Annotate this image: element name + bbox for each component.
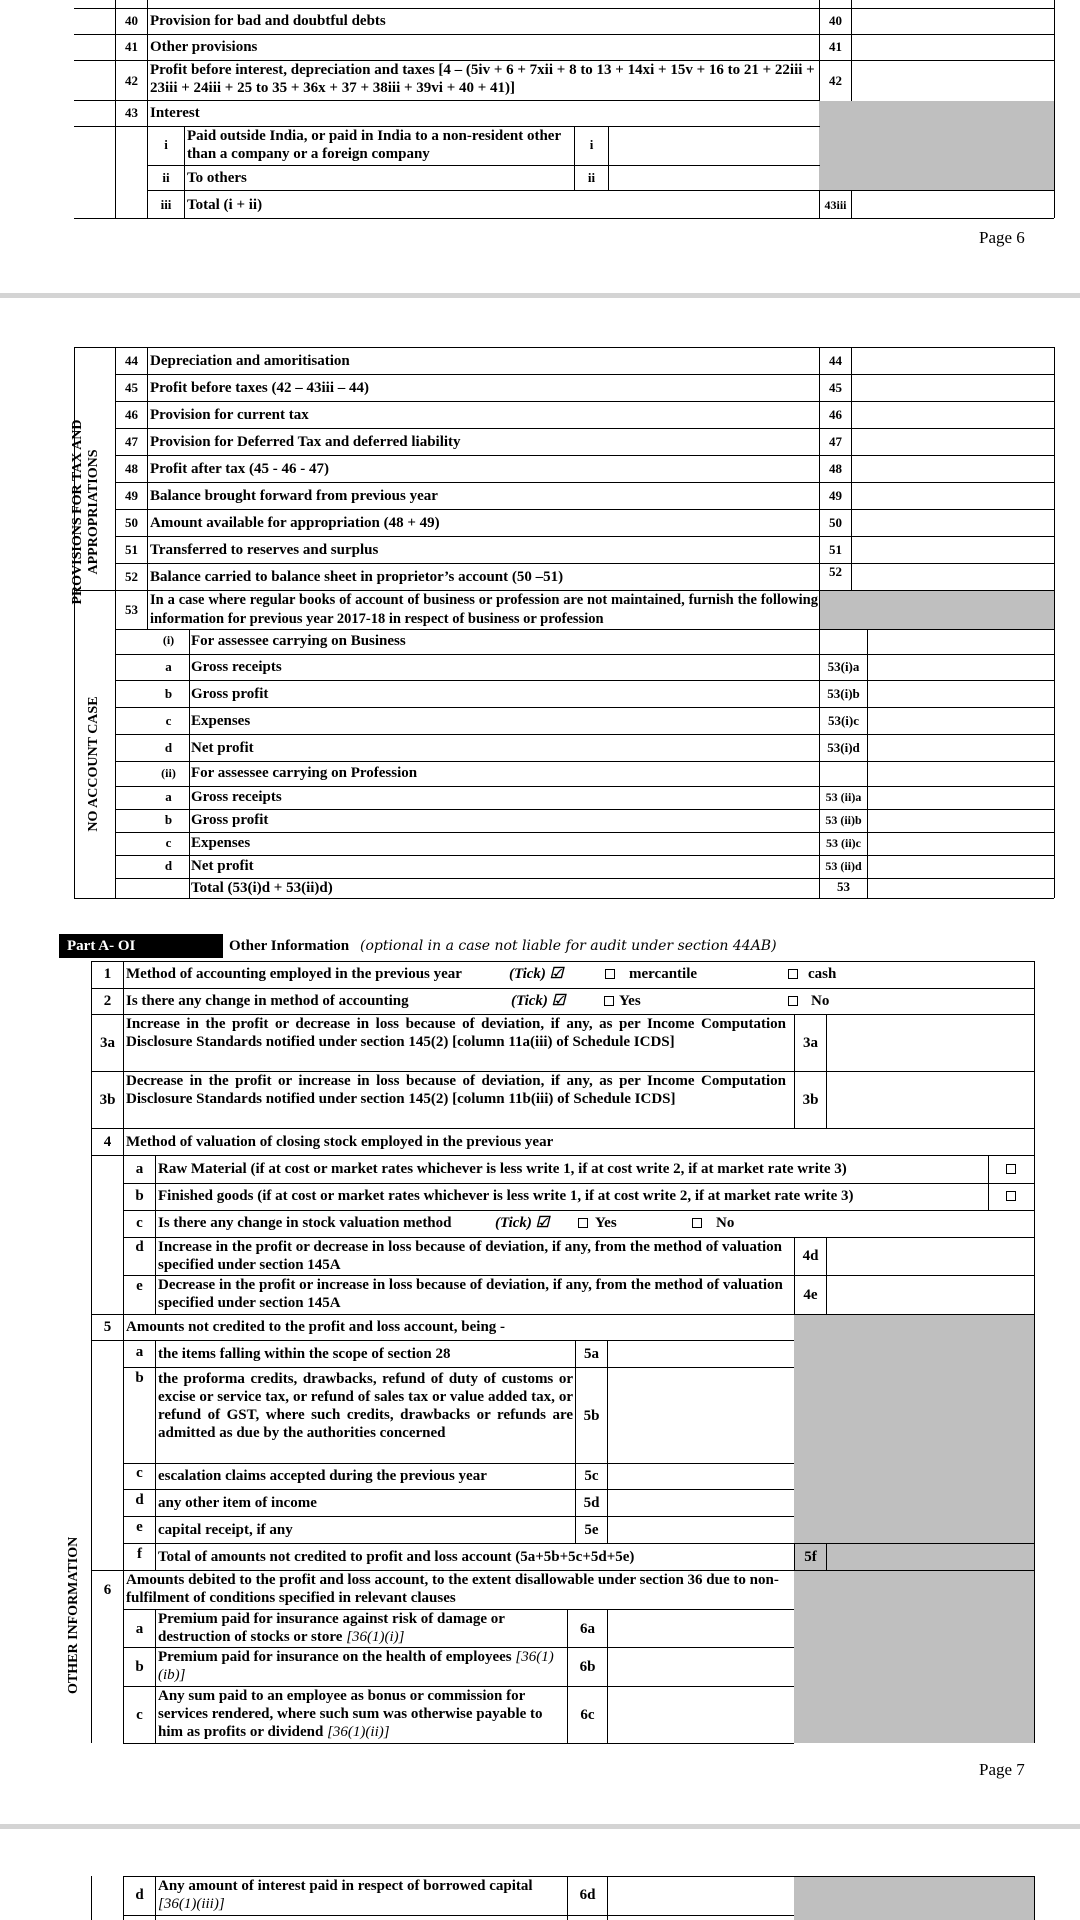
row-number: c: [165, 835, 172, 850]
amount-input-48[interactable]: [852, 456, 1054, 482]
row-label: Profit before interest, depreciation and taxes [4 – (5iv + 6 + 7xii + 8 to 13 + 14xi + 15v + 16 to 21 + 22iii + 23iii + 24iii + 25 to 35 + 36x + 37 + 38iii + 39vi + 40 + 41)]: [150, 62, 815, 96]
row-code: 5e: [584, 1522, 599, 1538]
row-code: 5d: [583, 1495, 600, 1511]
row-number: 4: [103, 1134, 112, 1150]
row-label: Gross profit: [191, 812, 269, 828]
checkbox-no[interactable]: [692, 1218, 702, 1228]
row-label: In a case where regular books of account of business or profession are not maintained, furnish the following information for previous year 2017-18 in respect of business or profession: [150, 592, 818, 627]
row-label: Profit after tax (45 - 46 - 47): [150, 461, 329, 477]
row-number: f: [137, 1546, 142, 1562]
row-label: Total of amounts not credited to profit and loss account (5a+5b+5c+5d+5e): [158, 1549, 635, 1565]
row-code: 53 (ii)c: [826, 836, 861, 850]
amount-input-43iii[interactable]: [852, 191, 1054, 218]
row-code: 53 (ii)b: [825, 813, 862, 827]
row-code: 6b: [579, 1659, 596, 1675]
row-label: the items falling within the scope of section 28: [158, 1346, 451, 1362]
checkbox-raw-material[interactable]: [1006, 1164, 1016, 1174]
amount-input-53ic[interactable]: [868, 708, 1054, 734]
amount-input-49[interactable]: [852, 483, 1054, 509]
row-number: (i): [162, 633, 175, 647]
amount-input-40[interactable]: [852, 9, 1054, 34]
checkbox-mercantile[interactable]: [605, 969, 615, 979]
option-label: Yes: [595, 1215, 617, 1231]
section-reference: [36(1)(ib)]: [158, 1649, 554, 1683]
row-code: 47: [829, 434, 842, 449]
section-subtitle: (optional in a case not liable for audit under section 44AB): [360, 938, 777, 954]
row-number: e: [136, 1278, 143, 1294]
option-label: mercantile: [629, 966, 698, 982]
row-label: Any sum paid to an employee as bonus or commission for services rendered, where such sum was otherwise payable to him as profits or dividend [36(1)(ii)]: [158, 1688, 543, 1740]
row-number: 42: [125, 73, 138, 88]
row-label: Premium paid for insurance on the health of employees [36(1)(ib)]: [158, 1649, 554, 1683]
row-label: Raw Material (if at cost or market rates whichever is less write 1, if at cost write 2, if at market rate write 3): [158, 1161, 847, 1177]
row-code: 43iii: [824, 198, 847, 212]
row-label: Method of valuation of closing stock employed in the previous year: [126, 1134, 554, 1150]
amount-input-5c[interactable]: [608, 1464, 794, 1489]
amount-input-53ib[interactable]: [868, 681, 1054, 707]
amount-input-53iic[interactable]: [868, 833, 1054, 855]
row-number: 45: [125, 380, 138, 395]
amount-input-5f[interactable]: [827, 1544, 1034, 1570]
amount-input-3b[interactable]: [827, 1072, 1034, 1128]
section-label-no-account: NO ACCOUNT CASE: [86, 696, 101, 832]
page-separator: [0, 1824, 1080, 1829]
row-label: Is there any change in method of accounting: [126, 993, 409, 1009]
row-code: 6c: [580, 1707, 595, 1723]
row-code: 53(i)a: [827, 659, 860, 674]
amount-input-51[interactable]: [852, 537, 1054, 563]
row-number: 50: [125, 515, 138, 530]
amount-input-53ia[interactable]: [868, 655, 1054, 680]
row-number: 46: [125, 407, 138, 422]
amount-input-6a[interactable]: [608, 1610, 794, 1647]
row-code: 4e: [803, 1287, 818, 1303]
row-label: Paid outside India, or paid in India to a non-resident other than a company or a foreign company: [187, 128, 561, 162]
amount-input-4d[interactable]: [827, 1238, 1034, 1275]
row-number: ii: [162, 170, 170, 185]
row-label: Is there any change in stock valuation method: [158, 1215, 452, 1231]
row-label: Other provisions: [150, 39, 258, 55]
row-label: Gross profit: [191, 686, 269, 702]
tick-hint: (Tick) ☑: [495, 1215, 550, 1231]
row-code: 3b: [802, 1092, 819, 1108]
row-label: Finished goods (if at cost or market rates whichever is less write 1, if at cost write 2, if at market rate write 3): [158, 1188, 854, 1204]
row-number: b: [135, 1370, 144, 1386]
section-title: Other Information: [229, 938, 350, 954]
row-number: 51: [125, 542, 138, 557]
amount-input-53id[interactable]: [868, 735, 1054, 761]
row-number: d: [164, 740, 173, 755]
row-code: 40: [829, 13, 842, 28]
row-number: a: [135, 1621, 144, 1637]
row-label: Provision for bad and doubtful debts: [150, 13, 386, 29]
row-code: 3a: [803, 1035, 818, 1051]
row-label: Increase in the profit or decrease in loss because of deviation, if any, as per Income Computation Disclosure Standards notified under section 145(2) [column 11a(iii) of Schedule ICDS]: [126, 1016, 786, 1050]
checkbox-no[interactable]: [788, 996, 798, 1006]
row-number: b: [164, 686, 173, 701]
row-label: Amounts debited to the profit and loss account, to the extent disallowable under section 36 due to non-fulfilment of conditions specified in relevant clauses: [126, 1572, 779, 1606]
row-label: Amounts not credited to the profit and loss account, being -: [126, 1319, 506, 1335]
checkbox-cash[interactable]: [788, 969, 798, 979]
option-label: No: [716, 1215, 735, 1231]
row-label: Gross receipts: [191, 789, 282, 805]
row-label: Net profit: [191, 740, 254, 756]
row-label: Total (i + ii): [187, 197, 263, 213]
row-label: For assessee carrying on Business: [191, 633, 406, 649]
tick-hint: (Tick) ☑: [511, 993, 566, 1009]
row-code: ii: [587, 170, 596, 185]
row-number: 49: [125, 488, 138, 503]
option-label: cash: [808, 966, 837, 982]
row-label: Total (53(i)d + 53(ii)d): [191, 880, 333, 896]
amount-input-6b[interactable]: [608, 1648, 794, 1686]
row-code: 46: [829, 407, 842, 422]
row-number: b: [164, 812, 173, 827]
row-code: 52: [829, 564, 842, 579]
row-number: a: [135, 1161, 144, 1177]
row-label: Gross receipts: [191, 659, 282, 675]
row-label: Transferred to reserves and surplus: [150, 542, 379, 558]
row-label: Balance brought forward from previous year: [150, 488, 438, 504]
amount-input-45[interactable]: [852, 375, 1054, 401]
row-code: 53(i)d: [827, 740, 860, 755]
row-number: 3a: [100, 1035, 115, 1051]
amount-input-46[interactable]: [852, 402, 1054, 428]
amount-input-5b[interactable]: [608, 1368, 794, 1463]
row-code: 49: [829, 488, 842, 503]
row-number: 41: [125, 39, 138, 54]
amount-input-6d[interactable]: [608, 1877, 794, 1915]
row-number: a: [165, 789, 172, 804]
row-number: 47: [125, 434, 138, 449]
row-number: c: [136, 1707, 143, 1723]
section-label-provisions: PROVISIONS FOR TAX AND APPROPRIATIONS: [70, 419, 101, 605]
amount-input-53iid[interactable]: [868, 856, 1054, 878]
page-separator: [0, 293, 1080, 298]
section-reference: [36(1)(i)]: [346, 1629, 405, 1645]
row-number: d: [135, 1887, 144, 1903]
section-reference: [36(1)(iii)]: [158, 1896, 225, 1912]
section-reference: [36(1)(ii)]: [327, 1724, 390, 1740]
amount-input-43i[interactable]: [609, 127, 819, 165]
row-label: the proforma credits, drawbacks, refund of duty of customs or excise or service tax, or refund of sales tax or value added tax, or refund of GST, where such credits, drawbacks or refunds are admitted as due by the authorities concerned: [158, 1371, 573, 1441]
checkbox-yes[interactable]: [604, 996, 614, 1006]
option-label: Yes: [619, 993, 641, 1009]
row-code: 53 (ii)a: [825, 790, 862, 804]
row-number: 3b: [99, 1092, 116, 1108]
amount-input-3a[interactable]: [827, 1015, 1034, 1071]
row-code: 53(i)c: [827, 713, 860, 728]
row-label: To others: [187, 170, 247, 186]
row-number: c: [165, 713, 172, 728]
row-code: 5b: [583, 1408, 600, 1424]
row-code: 48: [829, 461, 842, 476]
row-code: 50: [829, 515, 842, 530]
row-number: c: [136, 1465, 143, 1481]
row-label: Provision for Deferred Tax and deferred liability: [150, 434, 461, 450]
row-code: 5f: [804, 1549, 817, 1565]
row-code: 53: [837, 879, 850, 894]
row-number: 48: [125, 461, 138, 476]
row-number: d: [135, 1239, 144, 1255]
amount-input-6c[interactable]: [608, 1687, 794, 1743]
row-label: For assessee carrying on Profession: [191, 765, 418, 781]
row-number: 43: [125, 105, 138, 120]
row-label: any other item of income: [158, 1495, 317, 1511]
row-label: Net profit: [191, 858, 254, 874]
section-label-other-information: OTHER INFORMATION: [66, 1536, 81, 1694]
row-code: 5a: [584, 1346, 599, 1362]
row-label: Balance carried to balance sheet in proprietor’s account (50 –51): [150, 569, 564, 585]
page-number: Page 6: [979, 228, 1025, 247]
row-number: d: [135, 1492, 144, 1508]
row-label: Expenses: [191, 713, 251, 729]
checkbox-yes[interactable]: [578, 1218, 588, 1228]
row-number: 2: [103, 993, 112, 1009]
row-number: 52: [125, 569, 138, 584]
row-number: 40: [125, 13, 138, 28]
row-number: iii: [160, 197, 172, 212]
row-number: c: [136, 1215, 143, 1231]
row-code: 41: [829, 39, 842, 54]
row-label: Premium paid for insurance against risk of damage or destruction of stocks or store [36(1)(i)]: [158, 1611, 505, 1645]
page-number: Page 7: [979, 1760, 1025, 1779]
row-number: e: [136, 1519, 143, 1535]
row-code: 6d: [579, 1887, 596, 1903]
amount-input-53iib[interactable]: [868, 810, 1054, 832]
row-number: b: [135, 1188, 144, 1204]
amount-input-43ii[interactable]: [609, 166, 819, 190]
row-label: capital receipt, if any: [158, 1522, 293, 1538]
row-number: 1: [103, 966, 112, 982]
row-label: Method of accounting employed in the previous year: [126, 966, 462, 982]
checkbox-finished-goods[interactable]: [1006, 1191, 1016, 1201]
row-code: 53(i)b: [827, 686, 860, 701]
row-number: 6: [103, 1582, 112, 1598]
amount-input-5a[interactable]: [608, 1341, 794, 1367]
row-code: 5c: [584, 1468, 599, 1484]
row-number: a: [135, 1344, 144, 1360]
row-code: 4d: [802, 1248, 819, 1264]
row-number: i: [164, 137, 168, 152]
row-number: d: [164, 858, 173, 873]
amount-input-5e[interactable]: [608, 1517, 794, 1543]
row-label: Decrease in the profit or increase in loss because of deviation, if any, as per Income Computation Disclosure Standards notified under section 145(2) [column 11b(iii) of Schedule ICDS]: [126, 1073, 786, 1107]
option-label: No: [811, 993, 830, 1009]
row-code: i: [589, 137, 594, 152]
amount-input-47[interactable]: [852, 429, 1054, 455]
row-code: 44: [829, 353, 842, 368]
row-code: 45: [829, 380, 842, 395]
row-label: Decrease in the profit or increase in loss because of deviation, if any, from the method of valuation specified under section 145A: [158, 1277, 783, 1311]
amount-input-42[interactable]: [852, 61, 1054, 100]
row-number: 53: [125, 602, 138, 617]
row-code: 42: [829, 73, 842, 88]
amount-input-44[interactable]: [852, 348, 1054, 374]
row-label: Expenses: [191, 835, 251, 851]
row-number: (ii): [161, 766, 176, 780]
row-label: Profit before taxes (42 – 43iii – 44): [150, 380, 369, 396]
row-code: 6a: [580, 1621, 595, 1637]
row-label: Amount available for appropriation (48 + 49): [150, 515, 440, 531]
amount-input-5d[interactable]: [608, 1490, 794, 1516]
row-label: Provision for current tax: [150, 407, 309, 423]
amount-input-4e[interactable]: [827, 1276, 1034, 1314]
row-label: Depreciation and amoritisation: [150, 353, 350, 369]
row-label: Increase in the profit or decrease in loss because of deviation, if any, from the method of valuation specified under section 145A: [158, 1239, 783, 1273]
tick-hint: (Tick) ☑: [509, 966, 564, 982]
amount-input-53iia[interactable]: [868, 787, 1054, 809]
amount-input-50[interactable]: [852, 510, 1054, 536]
row-label: Any amount of interest paid in respect of borrowed capital [36(1)(iii)]: [158, 1878, 533, 1912]
row-number: 5: [103, 1319, 112, 1335]
row-code: 51: [829, 542, 842, 557]
row-label: escalation claims accepted during the previous year: [158, 1468, 487, 1484]
row-code: 53 (ii)d: [825, 859, 862, 873]
part-tag: Part A- OI: [59, 934, 223, 958]
row-number: a: [165, 659, 172, 674]
row-label: Interest: [150, 105, 200, 121]
row-number: b: [135, 1659, 144, 1675]
row-number: 44: [125, 353, 138, 368]
amount-input-52[interactable]: [852, 564, 1054, 590]
amount-input-41[interactable]: [852, 35, 1054, 60]
amount-input-53-total[interactable]: [868, 879, 1054, 898]
